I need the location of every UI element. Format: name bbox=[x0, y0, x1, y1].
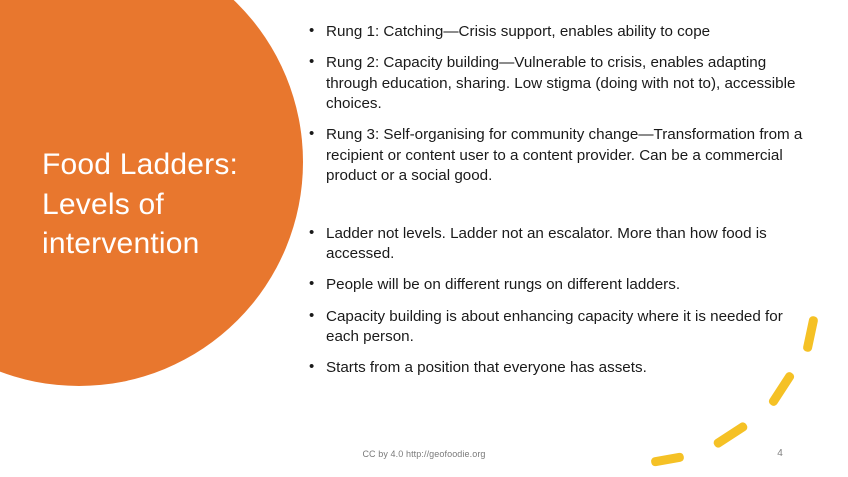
yellow-dash-icon bbox=[712, 421, 749, 449]
slide-body bbox=[306, 22, 806, 390]
list-item: • Rung 1: Catching—Crisis support, enables ability to cope bbox=[306, 22, 806, 42]
list-item: • Capacity building is about enhancing capacity where it is needed for each person. bbox=[306, 307, 806, 348]
list-item: • Rung 3: Self-organising for community change—Transformation from a recipient or content user to a content provider. Can be a commercial product or a social good. bbox=[306, 125, 806, 186]
list-item: • People will be on different rungs on different ladders. bbox=[306, 275, 806, 295]
bullet-list-secondary bbox=[306, 224, 806, 379]
page-number: 4 bbox=[777, 448, 783, 459]
slide-title: Food Ladders: Levels of intervention bbox=[42, 148, 239, 261]
bullet-group-spacer bbox=[306, 198, 806, 224]
bullet-list-primary bbox=[306, 22, 806, 187]
list-item: • Rung 2: Capacity building—Vulnerable to crisis, enables adapting through education, sharing. Low stigma (doing with not to), accessible choices. bbox=[306, 53, 806, 114]
list-item: • Ladder not levels. Ladder not an escalator. More than how food is accessed. bbox=[306, 224, 806, 265]
footer-credit: CC by 4.0 http://geofoodie.org bbox=[362, 449, 486, 459]
list-item: • Starts from a position that everyone has assets. bbox=[306, 358, 806, 378]
